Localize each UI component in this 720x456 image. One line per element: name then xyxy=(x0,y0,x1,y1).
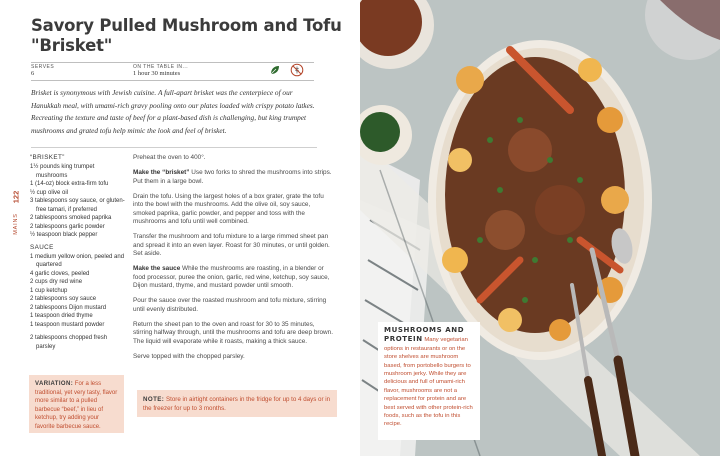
method-step xyxy=(133,265,333,291)
method-step-heading: Make the sauce xyxy=(133,265,181,272)
ingredients-list xyxy=(30,154,126,351)
variation-text: For a less traditional, yet very tasty, flavor more similar to a pulled barbecue “beef,” in lieu of ketchup, try adding your favorite barbecue sauce. xyxy=(35,381,118,430)
method-step-text: Use two forks to shred the mushrooms into strips. Put them in a large bowl. xyxy=(133,169,332,185)
ingredient-item: ½ teaspoon black pepper xyxy=(30,232,98,238)
ingredient-item: 4 garlic cloves, peeled xyxy=(30,270,90,277)
ingredient-item: 2 tablespoons garlic powder xyxy=(30,223,105,230)
variation-heading: VARIATION: xyxy=(35,381,74,387)
ingredient-item: 3 tablespoons soy sauce, or gluten-free tamari, if preferred xyxy=(30,198,125,213)
time-value: 1 hour 30 minutes xyxy=(133,70,181,77)
method-step-heading: Make the “brisket” xyxy=(133,169,190,176)
note-callout xyxy=(137,390,337,417)
method-step: Serve topped with the chopped parsley. xyxy=(133,352,245,360)
ingredients-heading-sauce: SAUCE xyxy=(30,243,54,251)
ingredient-item: 2 tablespoons soy sauce xyxy=(30,296,97,302)
note-text: Store in airtight containers in the fridge for up to 4 days or in the freezer for up to 3 months. xyxy=(143,396,331,412)
ingredient-item: 1 cup ketchup xyxy=(30,287,68,294)
method-step-text: While the mushrooms are roasting, in a blender or food processor, puree the onion, garlic, red wine, ketchup, soy sauce, Dijon mustard, thyme, and mustard powder until smooth. xyxy=(133,265,330,289)
recipe-title: Savory Pulled Mushroom and Tofu "Brisket" xyxy=(31,16,342,55)
ingredients-heading-brisket: “BRISKET” xyxy=(30,154,65,161)
mushrooms-protein-sidebar xyxy=(378,322,480,440)
ingredient-item: 2 tablespoons Dijon mustard xyxy=(30,304,107,311)
method-step: Transfer the mushroom and tofu mixture to a large rimmed sheet pan and spread it into an even layer. Roast for 30 minutes, or until golden. Set aside. xyxy=(133,233,330,257)
ingredient-item-garnish: 2 tablespoons chopped fresh parsley xyxy=(30,335,108,350)
ingredient-item: 1 (14-oz) block extra-firm tofu xyxy=(30,181,109,187)
serves-label: SERVES xyxy=(31,64,55,70)
recipe-intro: Brisket is synonymous with Jewish cuisine. A full-apart brisket was the centerpiece of our Hanukkah meal, with umami-rich gravy pooling onto our plates loaded with crispy potato latkes. Recreating the texture and taste of beef for a plant-based dish is challenging, but king trumpet mushrooms and grated tofu help mimic the look and feel of brisket. xyxy=(31,88,315,135)
meta-divider-bottom xyxy=(31,80,314,81)
intro-divider xyxy=(31,147,317,148)
method-steps xyxy=(133,154,333,368)
ingredient-item: 2 cups dry red wine xyxy=(30,279,83,285)
ingredient-item: 1 medium yellow onion, peeled and quartered xyxy=(30,253,125,268)
variation-callout xyxy=(29,375,124,433)
page-number: 122 xyxy=(11,190,21,204)
method-step: Drain the tofu. Using the largest holes of a box grater, grate the tofu into the bowl with the mushrooms. Add the olive oil, soy sauce, smoked paprika, garlic powder, and pepper and toss with the mushrooms and tofu until well combined. xyxy=(133,192,324,225)
serves-value: 6 xyxy=(31,70,35,77)
method-step: Preheat the oven to 400°. xyxy=(133,154,206,161)
ingredient-item: 1½ pounds king trumpet mushrooms xyxy=(30,164,95,179)
method-step: Pour the sauce over the roasted mushroom and tofu mixture, stirring until evenly distributed. xyxy=(133,297,327,313)
method-step xyxy=(133,169,333,186)
method-step: Return the sheet pan to the oven and roast for 30 to 35 minutes, stirring halfway through, until the mushrooms and tofu are deep brown. The liquid will evaporate while it roasts, making a thick sauce. xyxy=(133,320,333,345)
sidebar-heading: MUSHROOMS AND PROTEIN xyxy=(384,326,465,344)
ingredient-item: 1 teaspoon dried thyme xyxy=(30,313,93,319)
no-gluten-icon xyxy=(290,63,304,77)
ingredient-item: ½ cup olive oil xyxy=(30,189,69,196)
page-side-tab xyxy=(10,186,22,236)
time-label: ON THE TABLE IN... xyxy=(133,64,189,70)
ingredient-item: 2 tablespoons smoked paprika xyxy=(30,215,112,221)
ingredient-item: 1 teaspoon mustard powder xyxy=(30,321,105,328)
note-heading: NOTE: xyxy=(143,396,165,403)
sidebar-text: Many vegetarian options in restaurants or on the store shelves are mushroom based, from portobello burgers to mushroom jerky. While they are delicious and full of umami-rich flavor, mushrooms are not a replacement for protein and are best served with other protein-rich foods, such as the tofu in this recipe. xyxy=(384,337,473,428)
section-name: MAINS xyxy=(13,213,19,235)
vegan-leaf-icon xyxy=(268,63,282,77)
